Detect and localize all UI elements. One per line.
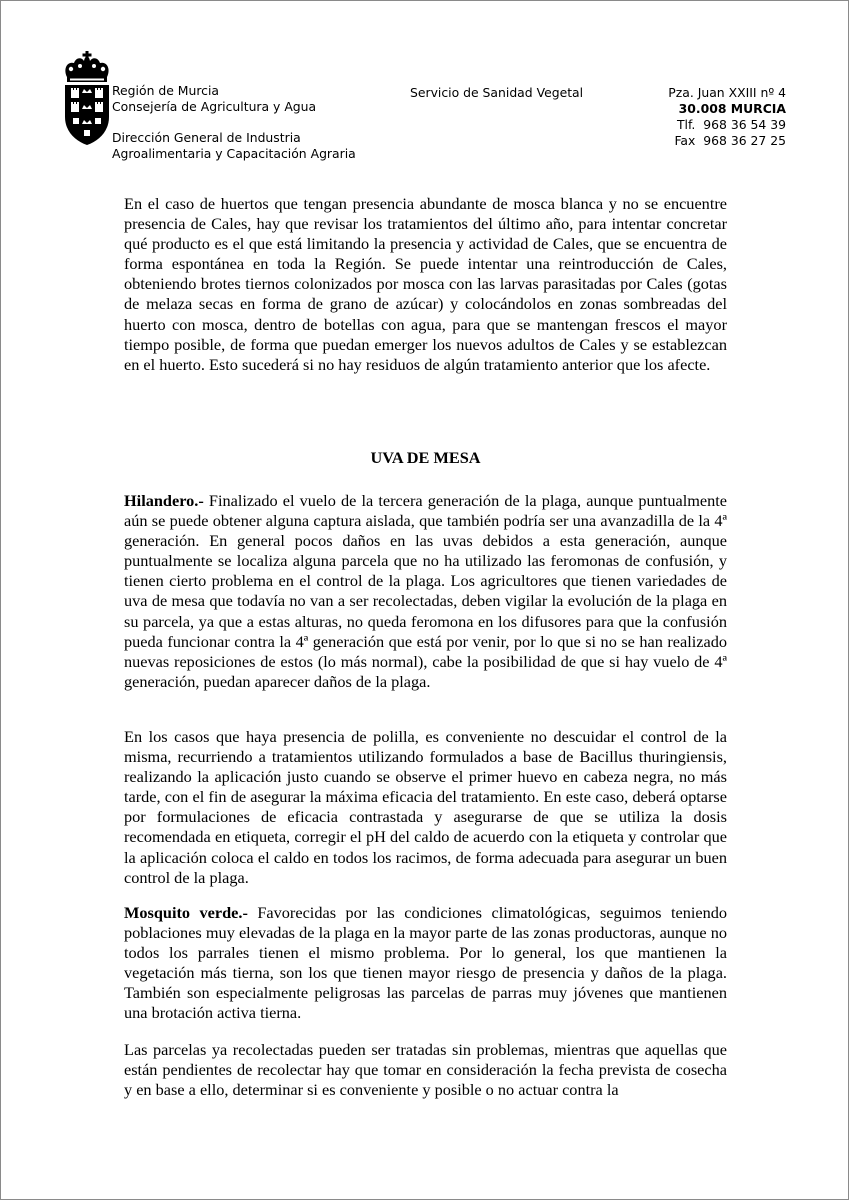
- address-city: 30.008 MURCIA: [678, 101, 786, 116]
- paragraph-text: Las parcelas ya recolectadas pueden ser tratadas sin problemas, mientras que aquellas que están pendientes de recolectar hay que tomar en consideración la fecha prevista de cosecha y en base a ello, determinar si es conveniente y posible o no actuar contra la: [124, 1040, 727, 1100]
- org-directorate-line2: Agroalimentaria y Capacitación Agraria: [112, 146, 356, 161]
- paragraph-parcelas: [124, 1040, 727, 1100]
- paragraph-polilla: [124, 727, 727, 888]
- address-block: [668, 85, 786, 149]
- paragraph-text: En el caso de huertos que tengan presencia abundante de mosca blanca y no se encuentre presencia de Cales, hay que revisar los tratamientos del último año, para intentar concretar qué producto es el que está limitando la presencia y actividad de Cales, que se encuentra de forma espontánea en toda la Región. Se puede intentar una reintroducción de Cales, obteniendo brotes tiernos colonizados por mosca con las larvas parasitadas por Cales (gotas de melaza secas en forma de grano de azúcar) y colocándolos en zonas sombreadas del huerto con mosca, dentro de botellas con agua, para que se mantengan frescos el mayor tiempo posible, de forma que puedan emerger los nuevos adultos de Cales y se establezcan en el huerto. Esto sucederá si no hay residuos de algún tratamiento anterior que los afecte.: [124, 194, 727, 374]
- address-street: Pza. Juan XXIII nº 4: [668, 85, 786, 100]
- fax-number: Fax 968 36 27 25: [674, 133, 786, 148]
- paragraph-hilandero: [124, 491, 727, 692]
- region-murcia-crest-icon: [61, 51, 113, 146]
- service-name: Servicio de Sanidad Vegetal: [410, 85, 584, 100]
- section-title: UVA DE MESA: [370, 448, 481, 467]
- paragraph-mosquito-verde: [124, 903, 727, 1024]
- org-directorate-line1: Dirección General de Industria: [112, 130, 301, 145]
- paragraph-label: Hilandero.-: [124, 491, 204, 510]
- org-department: Consejería de Agricultura y Agua: [112, 99, 317, 114]
- paragraph-text: Finalizado el vuelo de la tercera generación de la plaga, aunque puntualmente aún se puede obtener alguna captura aislada, que también podría ser una avanzadilla de la 4ª generación. En general pocos daños en las uvas debidos a esta generación, aunque puntualmente se localiza alguna parcela que no ha utilizado las feromonas de confusión, y tienen cierto problema en el control de la plaga. Los agricultores que tienen variedades de uva de mesa que todavía no van a ser recolectadas, deben vigilar la evolución de la plaga en su parcela, ya que a estas alturas, no queda feromona en los difusores para que la confusión pueda funcionar contra la 4ª generación que está por venir, por lo que si no se han realizado nuevas reposiciones de estos (lo más normal), cabe la posibilidad de que si hay vuelo de 4ª generación, puedan aparecer daños de la plaga.: [124, 491, 727, 691]
- paragraph-label: Mosquito verde.-: [124, 903, 248, 922]
- paragraph-cales: [124, 194, 727, 375]
- phone-number: Tlf. 968 36 54 39: [676, 117, 786, 132]
- org-name: Región de Murcia: [112, 83, 219, 98]
- paragraph-text: Favorecidas por las condiciones climatológicas, seguimos teniendo poblaciones muy elevadas de la plaga en la mayor parte de las zonas productoras, aunque no todos los parrales tienen el mismo problema. Por lo general, los que mantienen la vegetación más tierna, son los que tienen mayor riesgo de presencia y daños de la plaga. También son especialmente peligrosas las parcelas de parras muy jóvenes que mantienen una brotación activa tierna.: [124, 903, 728, 1023]
- paragraph-text: En los casos que haya presencia de polilla, es conveniente no descuidar el control de la misma, recurriendo a tratamientos utilizando formulados a base de Bacillus thuringiensis, realizando la aplicación justo cuando se observe el primer huevo en cabeza negra, no más tarde, con el fin de asegurar la máxima eficacia del tratamiento. En este caso, deberá optarse por formulaciones de eficacia contrastada y asegurarse de que se utiliza la dosis recomendada en etiqueta, corregir el pH del caldo de acuerdo con la etiqueta y controlar que la aplicación coloca el caldo en todos los racimos, de forma adecuada para asegurar un buen control de la plaga.: [124, 727, 727, 887]
